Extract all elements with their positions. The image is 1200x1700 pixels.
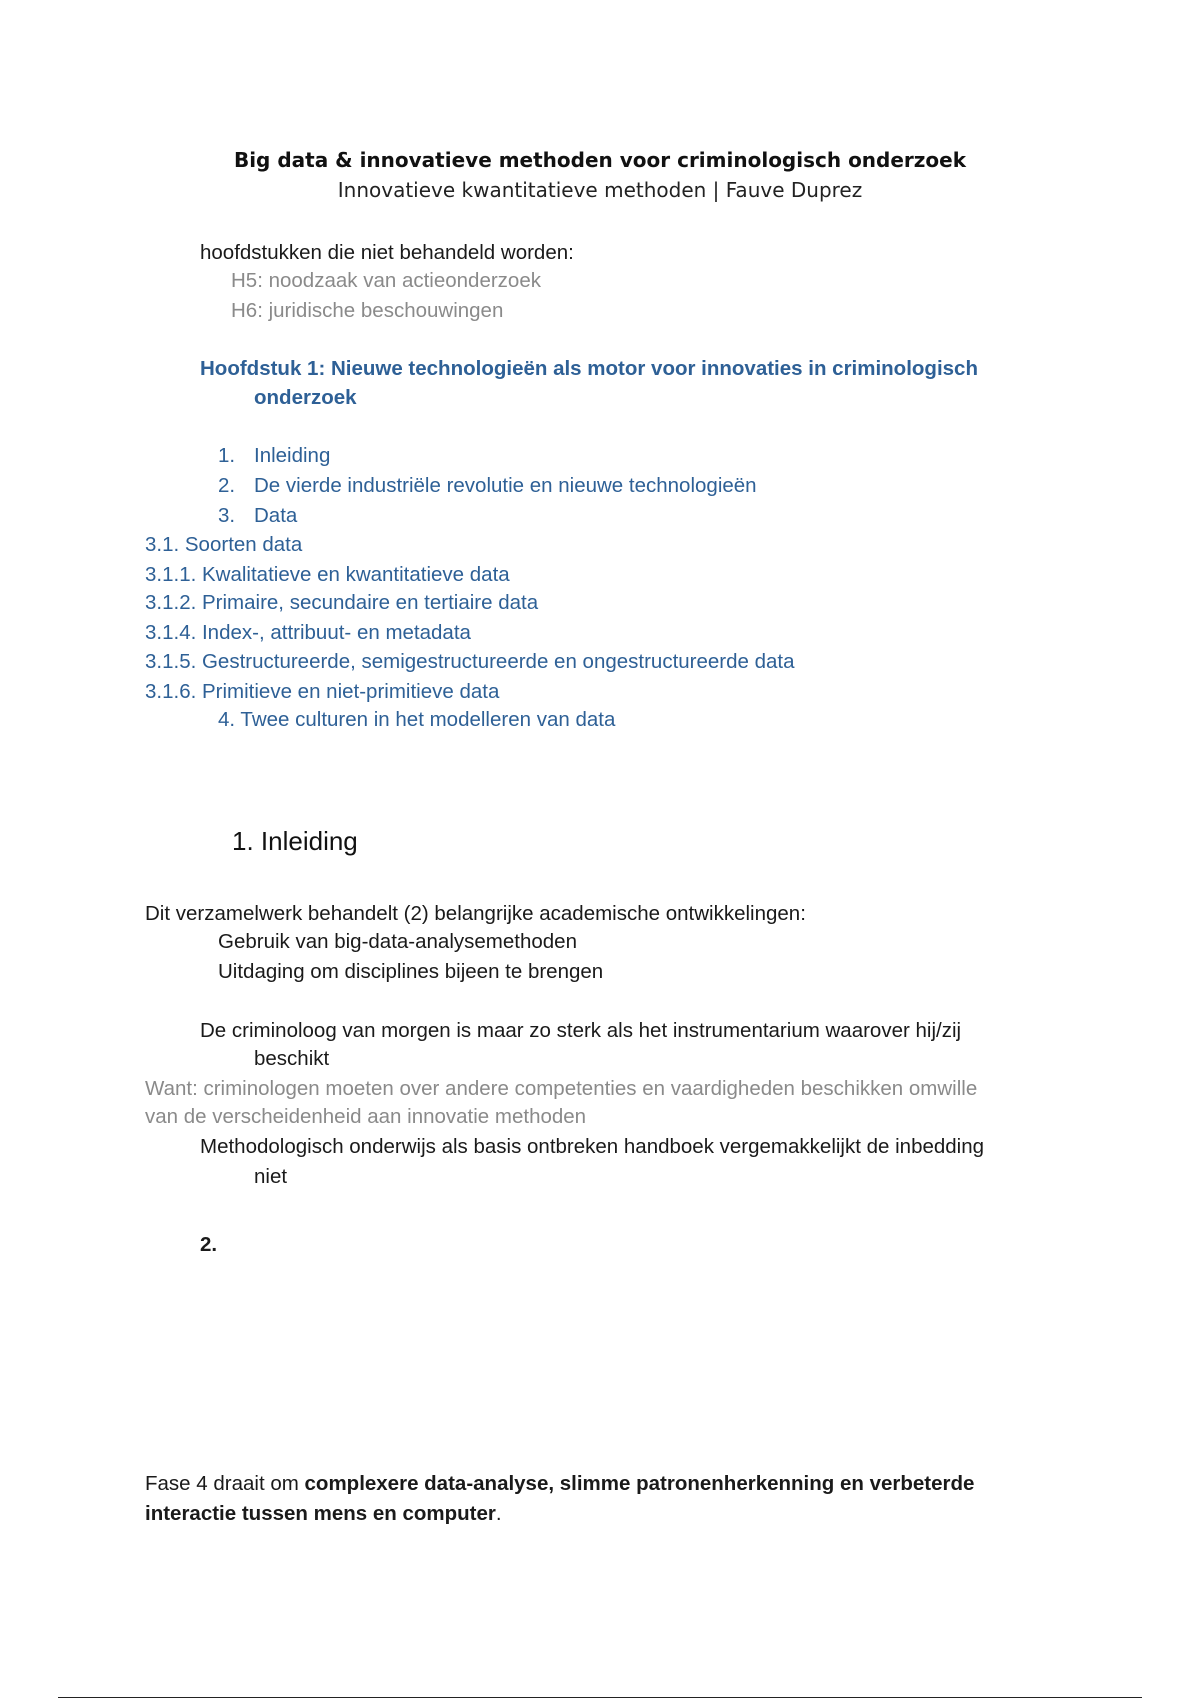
skipped-chapter-item: H5: noodzaak van actieonderzoek bbox=[231, 269, 541, 292]
toc-item-number: 2. bbox=[218, 474, 236, 497]
fase-prefix: Fase 4 draait om bbox=[145, 1472, 305, 1495]
toc-item-number: 3. bbox=[218, 504, 236, 527]
fase-paragraph-continued bbox=[145, 1502, 502, 1526]
document-subtitle: Innovatieve kwantitatieve methoden | Fauve Duprez bbox=[337, 178, 863, 202]
toc-subitem[interactable]: 3.1. Soorten data bbox=[145, 533, 303, 556]
fase-bold-text-continued: interactie tussen mens en computer bbox=[145, 1502, 496, 1525]
toc-subitem[interactable]: 3.1.1. Kwalitatieve en kwantitatieve data bbox=[145, 563, 510, 586]
chapter-title-continued: onderzoek bbox=[254, 386, 357, 409]
note-text-continued: van de verscheidenheid aan innovatie methoden bbox=[145, 1105, 587, 1128]
skipped-chapters-intro: hoofdstukken die niet behandeld worden: bbox=[200, 241, 574, 264]
skipped-chapter-item: H6: juridische beschouwingen bbox=[231, 299, 504, 322]
paragraph: Methodologisch onderwijs als basis ontbreken handboek vergemakkelijkt de inbedding bbox=[200, 1135, 985, 1158]
list-item: Uitdaging om disciplines bijeen te brengen bbox=[218, 960, 604, 983]
toc-subitem[interactable]: 3.1.6. Primitieve en niet-primitieve data bbox=[145, 680, 500, 703]
chapter-title: Hoofdstuk 1: Nieuwe technologieën als motor voor innovaties in criminologisch bbox=[200, 357, 978, 380]
document-title: Big data & innovatieve methoden voor criminologisch onderzoek bbox=[233, 148, 967, 172]
toc-item[interactable]: De vierde industriële revolutie en nieuwe technologieën bbox=[254, 474, 757, 497]
fase-bold-text: complexere data-analyse, slimme patronenherkenning en verbeterde bbox=[304, 1472, 975, 1495]
list-item: Gebruik van big-data-analysemethoden bbox=[218, 930, 577, 953]
toc-subitem[interactable]: 3.1.4. Index-, attribuut- en metadata bbox=[145, 621, 471, 644]
toc-subitem[interactable]: 3.1.5. Gestructureerde, semigestructureerde en ongestructureerde data bbox=[145, 650, 795, 673]
section-heading-inleiding: 1. Inleiding bbox=[232, 826, 358, 856]
toc-item[interactable]: Inleiding bbox=[254, 444, 331, 467]
toc-item[interactable]: 4. Twee culturen in het modelleren van data bbox=[218, 708, 616, 731]
paragraph-continued: niet bbox=[254, 1165, 288, 1188]
toc-item[interactable]: Data bbox=[254, 504, 298, 527]
paragraph: De criminoloog van morgen is maar zo sterk als het instrumentarium waarover hij/zij bbox=[200, 1019, 962, 1042]
fase-paragraph bbox=[145, 1472, 974, 1496]
section-intro: Dit verzamelwerk behandelt (2) belangrijke academische ontwikkelingen: bbox=[145, 902, 806, 925]
toc-subitem[interactable]: 3.1.2. Primaire, secundaire en tertiaire data bbox=[145, 591, 539, 614]
page-bottom-rule bbox=[58, 1697, 1142, 1698]
fase-suffix: . bbox=[495, 1502, 502, 1525]
toc-item-number: 1. bbox=[218, 444, 236, 467]
note-text: Want: criminologen moeten over andere competenties en vaardigheden beschikken omwille bbox=[145, 1077, 978, 1100]
paragraph-continued: beschikt bbox=[254, 1047, 330, 1070]
section-number: 2. bbox=[200, 1233, 218, 1256]
